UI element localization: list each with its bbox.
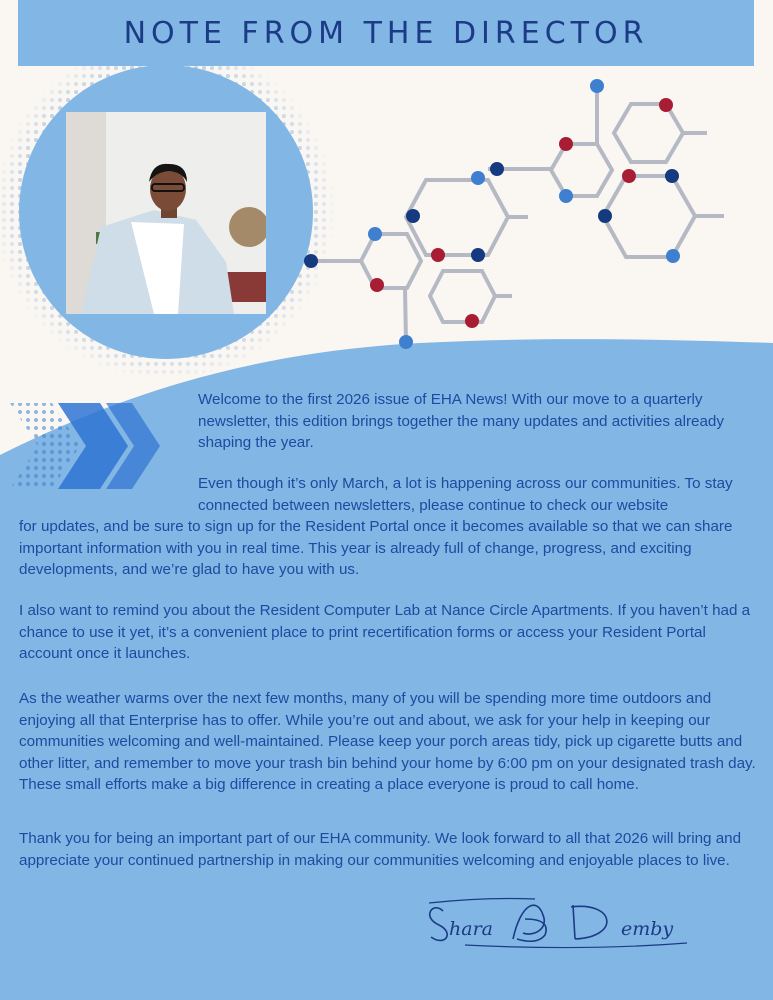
- paragraph-weather: As the weather warms over the next few months, many of you will be spending more time outdoors and enjoying all that Enterprise has to offer. While you’re out and about, we ask for your help in keeping our communities welcoming and well-maintained. Please keep your porch areas tidy, pick up cigarette butts and other litter, and remember to move your trash bin behind your home by 6:00 pm on your designated trash day. These small efforts make a big difference in creating a place everyone is proud to call home.: [19, 690, 756, 793]
- paragraph-march-start: Even though it’s only March, a lot is happening across our communities. To stay connected between newsletters, please continue to check our website: [198, 475, 733, 514]
- paragraph-march-continued: for updates, and be sure to sign up for the Resident Portal once it becomes available so that we can share important information with you in real time. This year is already full of change, progress, and exciting developments, and we’re glad to have you with us.: [19, 518, 733, 578]
- page-title: NOTE FROM THE DIRECTOR: [123, 15, 649, 51]
- director-signature: [425, 893, 695, 953]
- title-band: [18, 0, 754, 66]
- molecule-graphic: [311, 86, 724, 342]
- svg-text:emby: emby: [621, 918, 674, 940]
- paragraph-welcome: Welcome to the first 2026 issue of EHA News! With our move to a quarterly newsletter, this edition brings together the many updates and activities already shaping the year.: [198, 391, 724, 451]
- paragraph-computer-lab: I also want to remind you about the Resident Computer Lab at Nance Circle Apartments. If you haven’t had a chance to use it yet, it’s a convenient place to print recertification forms or access your Resident Portal account once it launches.: [19, 602, 751, 662]
- director-photo: [66, 112, 266, 314]
- svg-text:hara: hara: [449, 918, 493, 940]
- paragraph-thank-you: Thank you for being an important part of our EHA community. We look forward to all that 2026 will bring and appreciate your continued partnership in making our communities welcoming and enjoyable places to live.: [19, 830, 742, 869]
